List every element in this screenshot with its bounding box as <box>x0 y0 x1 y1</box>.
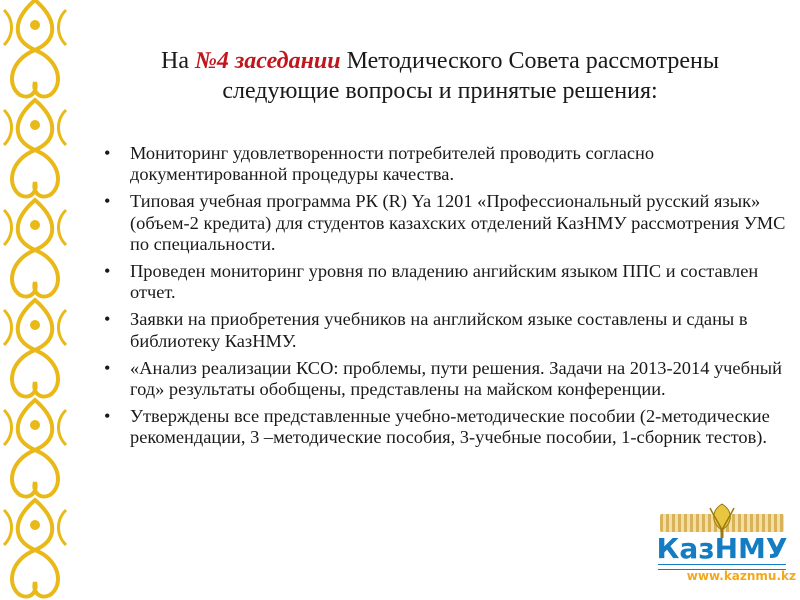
logo-text: КазНМУ <box>656 532 788 565</box>
list-item <box>100 406 790 448</box>
list-item-text: Утверждены все представленные учебно-методические пособии (2-методические рекомендации, 3 –методические пособия, 3-учебные пособии, 1-сборник тестов). <box>130 406 770 448</box>
bullet-icon: • <box>104 143 111 163</box>
list-item <box>100 309 790 351</box>
title-accent: №4 заседании <box>194 48 341 74</box>
list-item <box>100 191 790 255</box>
list-item-text: Проведен мониторинг уровня по владению ангийским языком ППС и составлен отчет. <box>130 261 759 303</box>
list-item <box>100 261 790 303</box>
list-item <box>100 358 790 400</box>
title-line-2: следующие вопросы и принятые решения: <box>222 78 658 104</box>
list-item-text: «Анализ реализации КСО: проблемы, пути решения. Задачи на 2013-2014 учебный год» результаты обобщены, представлены на майском конференции. <box>130 357 782 400</box>
title-prefix: На <box>160 48 195 74</box>
bullet-list <box>100 143 790 455</box>
list-item-text: Типовая учебная программа РК (R) Ya 1201 «Профессиональный русский язык» (объем-2 кредита) для студентов казахских отделений КазНМУ рассмотрения УМС по специальности. <box>130 191 786 254</box>
list-item <box>100 143 790 185</box>
list-item-text: Мониторинг удовлетворенности потребителей проводить согласно документированной процедуры качества. <box>130 143 655 185</box>
website-url[interactable]: www.kaznmu.kz <box>686 569 796 583</box>
ornament-pattern-icon <box>0 0 70 600</box>
title-suffix: Методического Совета рассмотрены <box>340 48 719 74</box>
list-item-text: Заявки на приобретения учебников на английском языке составлены и сданы в библиотеку КазНМУ. <box>130 309 748 351</box>
bullet-icon: • <box>104 309 111 330</box>
bullet-icon: • <box>104 261 111 282</box>
ornamental-border <box>0 0 70 600</box>
bullet-icon: • <box>104 191 111 212</box>
slide-title <box>80 46 800 106</box>
bullet-icon: • <box>104 406 111 427</box>
title-line-1 <box>80 46 800 76</box>
bullet-icon: • <box>104 357 111 378</box>
